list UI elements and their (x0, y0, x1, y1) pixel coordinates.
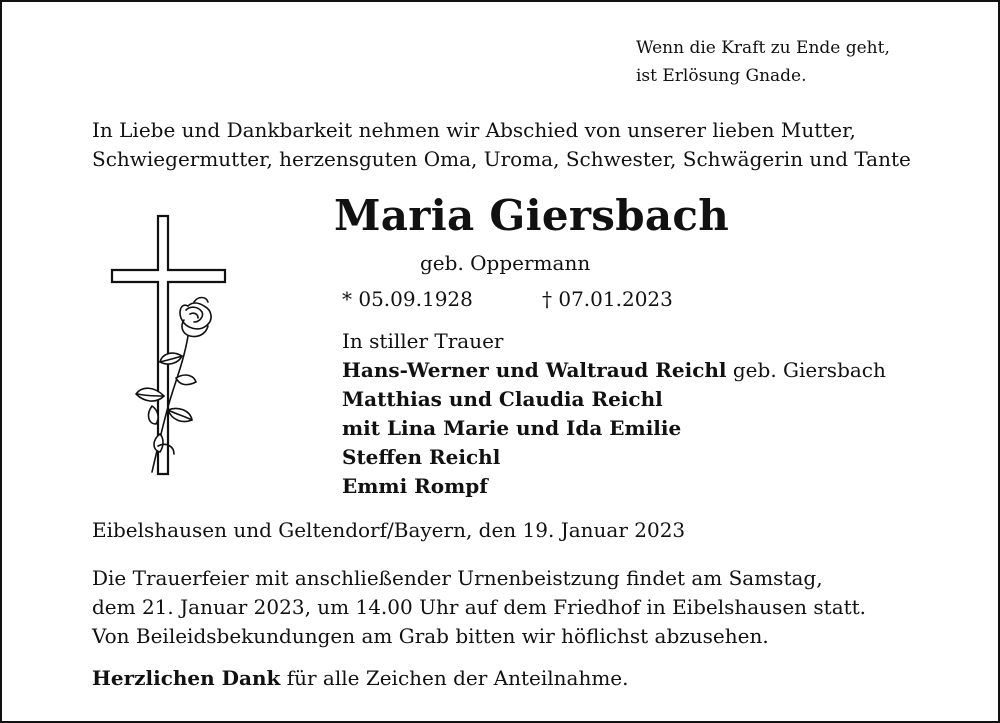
mourner-line-1 (342, 356, 886, 385)
mourners-list (342, 327, 886, 501)
thanks-line (92, 664, 629, 693)
mourner-line-4: Steffen Reichl (342, 445, 501, 469)
intro-text (92, 116, 911, 174)
motto-line-2: ist Erlösung Gnade. (636, 66, 807, 86)
intro-line-2: Schwiegermutter, herzensguten Oma, Uroma, Schwester, Schwägerin und Tante (92, 147, 911, 171)
motto (636, 34, 890, 90)
cross-with-rose-icon (102, 210, 232, 484)
maiden-name: geb. Oppermann (420, 251, 591, 275)
mourner-line-2: Matthias und Claudia Reichl (342, 387, 663, 411)
funeral-line-1: Die Trauerfeier mit anschließender Urnenbeistzung findet am Samstag, (92, 566, 823, 590)
place-date: Eibelshausen und Geltendorf/Bayern, den 19. Januar 2023 (92, 518, 686, 542)
thanks-bold: Herzlichen Dank (92, 666, 281, 690)
mourner-line-3: mit Lina Marie und Ida Emilie (342, 416, 682, 440)
mourner-line-5: Emmi Rompf (342, 474, 488, 498)
funeral-info (92, 564, 866, 651)
death-date: † 07.01.2023 (542, 287, 673, 311)
thanks-rest: für alle Zeichen der Anteilnahme. (280, 666, 629, 690)
mourners-heading: In stiller Trauer (342, 329, 504, 353)
mourner-line-1-bold: Hans-Werner und Waltraud Reichl (342, 358, 727, 382)
funeral-line-2: dem 21. Januar 2023, um 14.00 Uhr auf dem Friedhof in Eibelshausen statt. (92, 595, 867, 619)
funeral-line-3: Von Beileidsbekundungen am Grab bitten wir höflichst abzusehen. (92, 624, 769, 648)
mourner-line-1-rest: geb. Giersbach (726, 358, 886, 382)
intro-line-1: In Liebe und Dankbarkeit nehmen wir Abschied von unserer lieben Mutter, (92, 118, 856, 142)
deceased-name: Maria Giersbach (334, 191, 730, 240)
motto-line-1: Wenn die Kraft zu Ende geht, (636, 38, 890, 58)
birth-date: * 05.09.1928 (342, 287, 473, 311)
life-dates (342, 285, 673, 314)
